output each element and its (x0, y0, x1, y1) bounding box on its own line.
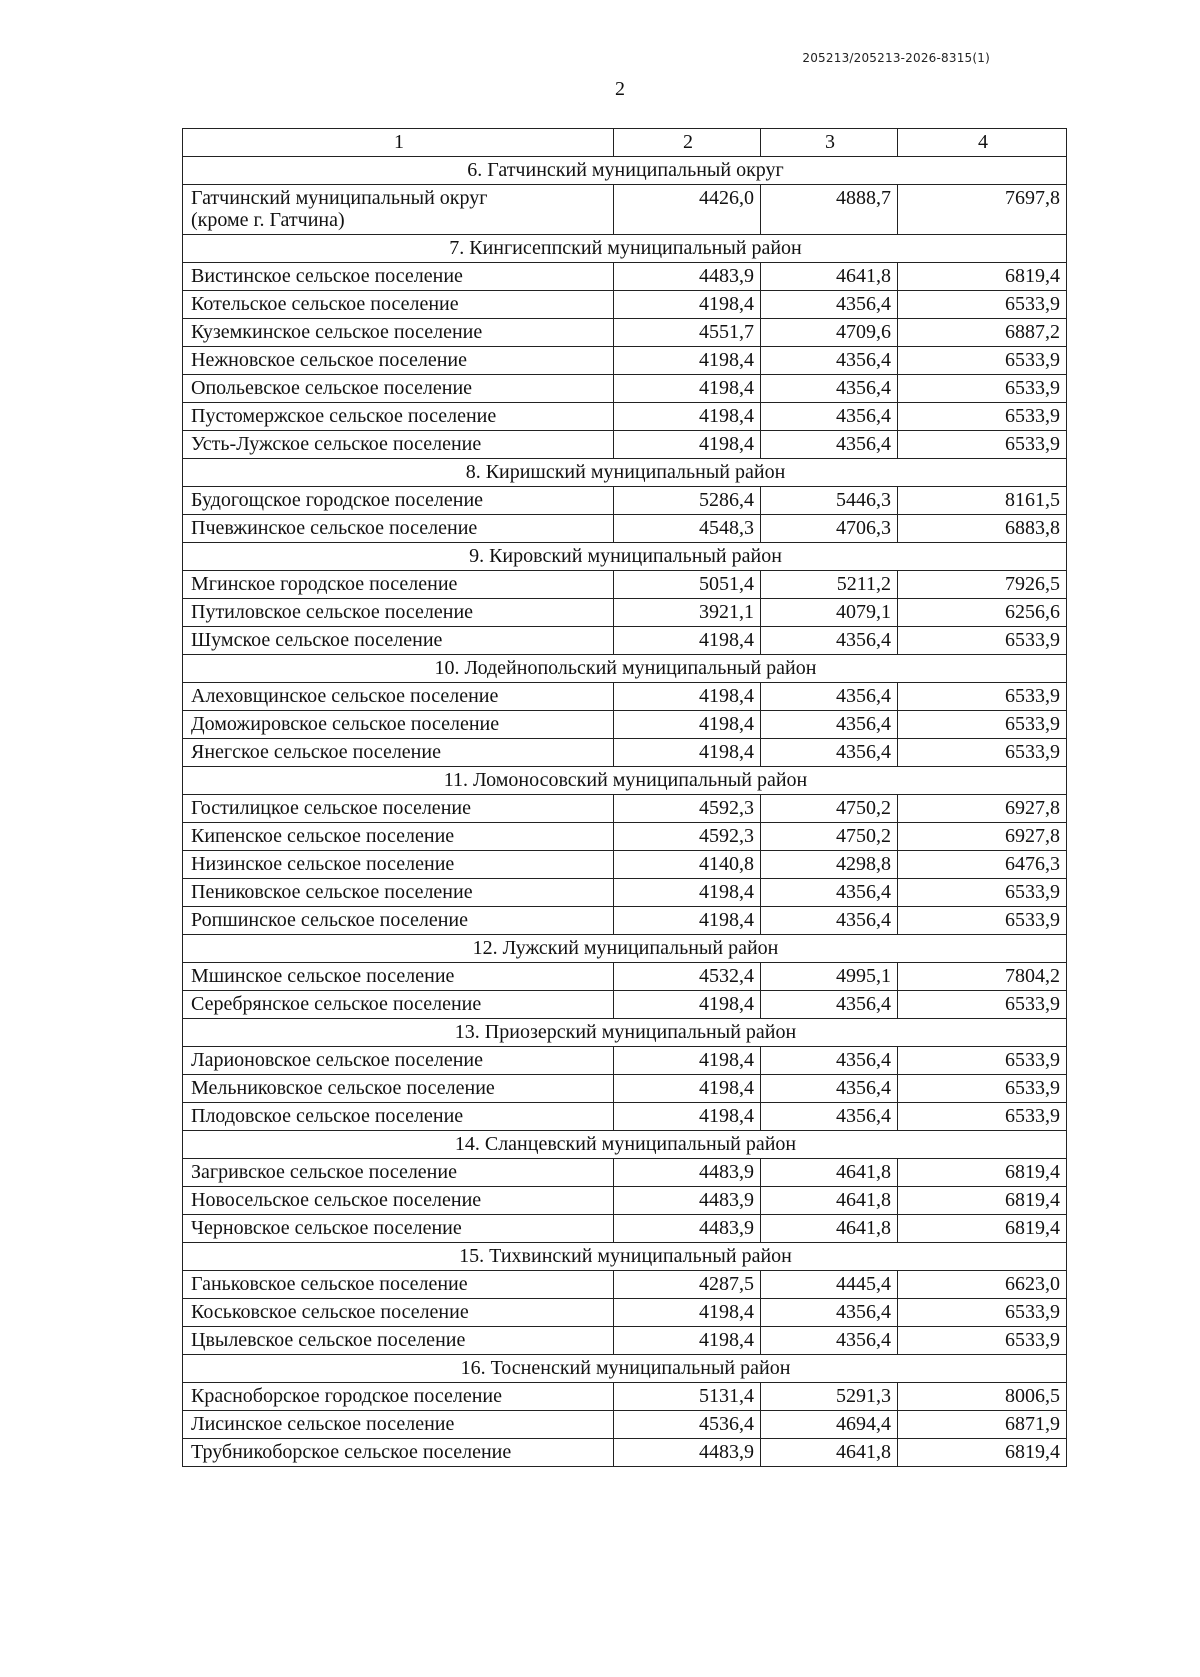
value-cell-c4: 6819,4 (898, 1187, 1067, 1215)
value-cell-c4: 6256,6 (898, 599, 1067, 627)
settlement-name (183, 991, 614, 1019)
value-cell-c4: 6533,9 (898, 907, 1067, 935)
value-cell-c3: 4356,4 (761, 739, 898, 767)
settlement-name-line: Доможировское сельское поселение (191, 713, 500, 735)
settlement-name-line: Черновское сельское поселение (191, 1217, 462, 1239)
value-cell-c2: 4198,4 (614, 683, 761, 711)
settlement-name (183, 185, 614, 235)
table-row (183, 1327, 1067, 1355)
value-cell-c4: 6533,9 (898, 403, 1067, 431)
table-row (183, 1047, 1067, 1075)
value-cell-c4: 6533,9 (898, 627, 1067, 655)
value-cell-c2: 4592,3 (614, 795, 761, 823)
table-row (183, 1215, 1067, 1243)
value-cell-c2: 4198,4 (614, 1103, 761, 1131)
header-row (183, 129, 1067, 157)
table-row (183, 1075, 1067, 1103)
value-cell-c2: 4483,9 (614, 1187, 761, 1215)
value-cell-c3: 5211,2 (761, 571, 898, 599)
settlement-name-line: Пчевжинское сельское поселение (191, 517, 478, 539)
value-cell-c4: 6623,0 (898, 1271, 1067, 1299)
value-cell-c3: 4356,4 (761, 1103, 898, 1131)
value-cell-c2: 4198,4 (614, 907, 761, 935)
value-cell-c2: 4426,0 (614, 185, 761, 235)
value-cell-c2: 4551,7 (614, 319, 761, 347)
value-cell-c3: 4356,4 (761, 907, 898, 935)
value-cell-c2: 5051,4 (614, 571, 761, 599)
table-row (183, 319, 1067, 347)
settlement-name-line: Мшинское сельское поселение (191, 965, 455, 987)
settlement-name (183, 347, 614, 375)
section-row (183, 1019, 1067, 1047)
value-cell-c4: 6533,9 (898, 739, 1067, 767)
value-cell-c4: 8161,5 (898, 487, 1067, 515)
value-cell-c3: 4356,4 (761, 403, 898, 431)
value-cell-c3: 4356,4 (761, 627, 898, 655)
settlement-name-line: Куземкинское сельское поселение (191, 321, 483, 343)
value-cell-c3: 4356,4 (761, 1299, 898, 1327)
section-title: 16. Тосненский муниципальный район (183, 1355, 1067, 1383)
value-cell-c2: 4198,4 (614, 711, 761, 739)
section-row (183, 767, 1067, 795)
value-cell-c3: 4641,8 (761, 1439, 898, 1467)
table-row (183, 907, 1067, 935)
value-cell-c2: 4483,9 (614, 1439, 761, 1467)
settlement-name (183, 1271, 614, 1299)
value-cell-c4: 6819,4 (898, 1159, 1067, 1187)
table-row (183, 515, 1067, 543)
value-cell-c3: 4356,4 (761, 347, 898, 375)
settlement-name-line: Плодовское сельское поселение (191, 1105, 464, 1127)
value-cell-c3: 4888,7 (761, 185, 898, 235)
value-cell-c2: 4483,9 (614, 263, 761, 291)
table-row (183, 1299, 1067, 1327)
value-cell-c3: 4641,8 (761, 1187, 898, 1215)
settlement-name-line: Загривское сельское поселение (191, 1161, 457, 1183)
settlement-name-line: Гатчинский муниципальный округ (191, 187, 488, 209)
value-cell-c2: 4198,4 (614, 291, 761, 319)
settlement-name (183, 795, 614, 823)
section-row (183, 157, 1067, 185)
value-cell-c4: 7926,5 (898, 571, 1067, 599)
value-cell-c4: 7697,8 (898, 185, 1067, 235)
value-cell-c2: 4536,4 (614, 1411, 761, 1439)
table-row (183, 683, 1067, 711)
section-row (183, 1355, 1067, 1383)
settlement-name (183, 375, 614, 403)
settlement-name (183, 739, 614, 767)
value-cell-c3: 4995,1 (761, 963, 898, 991)
value-cell-c4: 6533,9 (898, 711, 1067, 739)
settlement-name (183, 487, 614, 515)
value-cell-c2: 4198,4 (614, 347, 761, 375)
section-row (183, 543, 1067, 571)
value-cell-c4: 6927,8 (898, 795, 1067, 823)
value-cell-c4: 6927,8 (898, 823, 1067, 851)
value-cell-c3: 4706,3 (761, 515, 898, 543)
settlement-name-line: Мгинское городское поселение (191, 573, 458, 595)
value-cell-c4: 6533,9 (898, 431, 1067, 459)
settlement-name-line: Усть-Лужское сельское поселение (191, 433, 482, 455)
settlement-name (183, 599, 614, 627)
table-row (183, 487, 1067, 515)
value-cell-c2: 4198,4 (614, 431, 761, 459)
column-header: 1 (183, 129, 614, 157)
section-row (183, 935, 1067, 963)
column-header: 3 (761, 129, 898, 157)
settlement-name-line: Серебрянское сельское поселение (191, 993, 482, 1015)
section-row (183, 1243, 1067, 1271)
settlement-name-line: Алеховщинское сельское поселение (191, 685, 499, 707)
table-row (183, 1439, 1067, 1467)
section-title: 8. Киришский муниципальный район (183, 459, 1067, 487)
value-cell-c2: 4198,4 (614, 375, 761, 403)
section-title: 7. Кингисеппский муниципальный район (183, 235, 1067, 263)
settlement-name (183, 851, 614, 879)
settlement-name (183, 1187, 614, 1215)
value-cell-c3: 4298,8 (761, 851, 898, 879)
value-cell-c4: 6476,3 (898, 851, 1067, 879)
section-row (183, 459, 1067, 487)
value-cell-c2: 4483,9 (614, 1215, 761, 1243)
value-cell-c4: 8006,5 (898, 1383, 1067, 1411)
settlement-name-line: Цвылевское сельское поселение (191, 1329, 466, 1351)
settlement-name (183, 1299, 614, 1327)
settlement-name-line: (кроме г. Гатчина) (191, 209, 345, 231)
settlement-name (183, 515, 614, 543)
table-row (183, 851, 1067, 879)
settlement-name-line: Ропшинское сельское поселение (191, 909, 468, 931)
value-cell-c3: 4641,8 (761, 1159, 898, 1187)
value-cell-c3: 4356,4 (761, 1047, 898, 1075)
table-row (183, 347, 1067, 375)
settlement-name-line: Нежновское сельское поселение (191, 349, 468, 371)
value-cell-c2: 4140,8 (614, 851, 761, 879)
value-cell-c2: 4483,9 (614, 1159, 761, 1187)
table-row (183, 739, 1067, 767)
settlement-name-line: Ларионовское сельское поселение (191, 1049, 484, 1071)
value-cell-c4: 6533,9 (898, 683, 1067, 711)
value-cell-c4: 6533,9 (898, 1103, 1067, 1131)
table-body (183, 129, 1067, 1467)
table-row (183, 263, 1067, 291)
settlement-name (183, 319, 614, 347)
settlement-name (183, 823, 614, 851)
value-cell-c4: 7804,2 (898, 963, 1067, 991)
value-cell-c2: 4198,4 (614, 879, 761, 907)
table-row (183, 291, 1067, 319)
settlement-name (183, 263, 614, 291)
settlement-name (183, 1215, 614, 1243)
section-title: 11. Ломоносовский муниципальный район (183, 767, 1067, 795)
table-row (183, 403, 1067, 431)
settlement-name-line: Шумское сельское поселение (191, 629, 443, 651)
value-cell-c3: 4356,4 (761, 683, 898, 711)
value-cell-c3: 4356,4 (761, 431, 898, 459)
table-row (183, 431, 1067, 459)
settlement-name (183, 403, 614, 431)
value-cell-c4: 6883,8 (898, 515, 1067, 543)
value-cell-c3: 4709,6 (761, 319, 898, 347)
section-title: 6. Гатчинский муниципальный округ (183, 157, 1067, 185)
settlement-name-line: Пениковское сельское поселение (191, 881, 473, 903)
table-row (183, 823, 1067, 851)
settlement-name-line: Опольевское сельское поселение (191, 377, 473, 399)
settlement-name (183, 1439, 614, 1467)
section-row (183, 1131, 1067, 1159)
settlement-name (183, 683, 614, 711)
settlement-name-line: Кипенское сельское поселение (191, 825, 455, 847)
settlement-name (183, 431, 614, 459)
settlement-name-line: Янегское сельское поселение (191, 741, 441, 763)
settlement-name-line: Низинское сельское поселение (191, 853, 455, 875)
value-cell-c3: 4079,1 (761, 599, 898, 627)
column-header: 2 (614, 129, 761, 157)
settlement-name (183, 907, 614, 935)
settlement-name (183, 571, 614, 599)
settlement-name (183, 1383, 614, 1411)
table-row (183, 185, 1067, 235)
value-cell-c2: 4198,4 (614, 739, 761, 767)
section-row (183, 655, 1067, 683)
page-number: 2 (615, 78, 625, 100)
column-header: 4 (898, 129, 1067, 157)
settlement-name (183, 1047, 614, 1075)
section-title: 12. Лужский муниципальный район (183, 935, 1067, 963)
settlement-name (183, 291, 614, 319)
value-cell-c3: 4750,2 (761, 795, 898, 823)
value-cell-c3: 4356,4 (761, 1075, 898, 1103)
section-title: 13. Приозерский муниципальный район (183, 1019, 1067, 1047)
table-row (183, 375, 1067, 403)
settlement-name (183, 1327, 614, 1355)
value-cell-c3: 4641,8 (761, 263, 898, 291)
table-row (183, 1187, 1067, 1215)
value-cell-c4: 6533,9 (898, 1047, 1067, 1075)
table-row (183, 1159, 1067, 1187)
value-cell-c4: 6533,9 (898, 375, 1067, 403)
table-row (183, 1271, 1067, 1299)
table-row (183, 1383, 1067, 1411)
settlement-name-line: Вистинское сельское поселение (191, 265, 463, 287)
settlement-name-line: Котельское сельское поселение (191, 293, 459, 315)
value-cell-c4: 6533,9 (898, 291, 1067, 319)
value-cell-c2: 3921,1 (614, 599, 761, 627)
table-row (183, 1103, 1067, 1131)
value-cell-c3: 4356,4 (761, 991, 898, 1019)
table-row (183, 627, 1067, 655)
settlement-name (183, 711, 614, 739)
document-id: 205213/205213-2026-8315(1) (802, 51, 990, 65)
table-row (183, 879, 1067, 907)
value-cell-c2: 4592,3 (614, 823, 761, 851)
value-cell-c4: 6819,4 (898, 1439, 1067, 1467)
settlement-name (183, 1159, 614, 1187)
section-title: 15. Тихвинский муниципальный район (183, 1243, 1067, 1271)
table-row (183, 963, 1067, 991)
settlement-name-line: Новосельское сельское поселение (191, 1189, 482, 1211)
value-cell-c4: 6887,2 (898, 319, 1067, 347)
settlement-name-line: Гостилицкое сельское поселение (191, 797, 471, 819)
value-cell-c3: 5446,3 (761, 487, 898, 515)
settlement-name (183, 1411, 614, 1439)
value-cell-c2: 5131,4 (614, 1383, 761, 1411)
value-cell-c2: 4198,4 (614, 1075, 761, 1103)
value-cell-c4: 6533,9 (898, 347, 1067, 375)
value-cell-c3: 4356,4 (761, 291, 898, 319)
value-cell-c4: 6533,9 (898, 1299, 1067, 1327)
table-row (183, 1411, 1067, 1439)
settlement-name-line: Лисинское сельское поселение (191, 1413, 455, 1435)
value-cell-c2: 4198,4 (614, 991, 761, 1019)
settlement-name-line: Коськовское сельское поселение (191, 1301, 469, 1323)
value-cell-c2: 4198,4 (614, 1047, 761, 1075)
settlement-name-line: Путиловское сельское поселение (191, 601, 474, 623)
value-cell-c3: 4356,4 (761, 711, 898, 739)
section-title: 14. Сланцевский муниципальный район (183, 1131, 1067, 1159)
table-row (183, 795, 1067, 823)
settlement-name-line: Будогощское городское поселение (191, 489, 484, 511)
settlement-name (183, 963, 614, 991)
settlement-name-line: Ганьковское сельское поселение (191, 1273, 468, 1295)
table-row (183, 599, 1067, 627)
value-cell-c4: 6533,9 (898, 991, 1067, 1019)
settlement-name-line: Трубникоборское сельское поселение (191, 1441, 512, 1463)
value-cell-c3: 4641,8 (761, 1215, 898, 1243)
value-cell-c3: 4750,2 (761, 823, 898, 851)
value-cell-c2: 4198,4 (614, 403, 761, 431)
settlement-name (183, 1103, 614, 1131)
settlement-name (183, 627, 614, 655)
value-cell-c3: 4694,4 (761, 1411, 898, 1439)
value-cell-c3: 4356,4 (761, 879, 898, 907)
data-table (182, 128, 1067, 1467)
value-cell-c2: 4198,4 (614, 1327, 761, 1355)
section-title: 9. Кировский муниципальный район (183, 543, 1067, 571)
settlement-name-line: Пустомержское сельское поселение (191, 405, 497, 427)
value-cell-c4: 6819,4 (898, 263, 1067, 291)
value-cell-c2: 4548,3 (614, 515, 761, 543)
value-cell-c3: 4356,4 (761, 1327, 898, 1355)
table-row (183, 711, 1067, 739)
value-cell-c3: 4445,4 (761, 1271, 898, 1299)
value-cell-c2: 5286,4 (614, 487, 761, 515)
value-cell-c2: 4287,5 (614, 1271, 761, 1299)
value-cell-c4: 6533,9 (898, 1075, 1067, 1103)
section-title: 10. Лодейнопольский муниципальный район (183, 655, 1067, 683)
settlement-name (183, 879, 614, 907)
value-cell-c3: 5291,3 (761, 1383, 898, 1411)
table-row (183, 571, 1067, 599)
value-cell-c2: 4532,4 (614, 963, 761, 991)
table-row (183, 991, 1067, 1019)
section-row (183, 235, 1067, 263)
value-cell-c4: 6819,4 (898, 1215, 1067, 1243)
value-cell-c3: 4356,4 (761, 375, 898, 403)
value-cell-c4: 6533,9 (898, 1327, 1067, 1355)
value-cell-c4: 6533,9 (898, 879, 1067, 907)
settlement-name (183, 1075, 614, 1103)
value-cell-c4: 6871,9 (898, 1411, 1067, 1439)
value-cell-c2: 4198,4 (614, 1299, 761, 1327)
settlement-name-line: Мельниковское сельское поселение (191, 1077, 495, 1099)
value-cell-c2: 4198,4 (614, 627, 761, 655)
settlement-name-line: Красноборское городское поселение (191, 1385, 503, 1407)
